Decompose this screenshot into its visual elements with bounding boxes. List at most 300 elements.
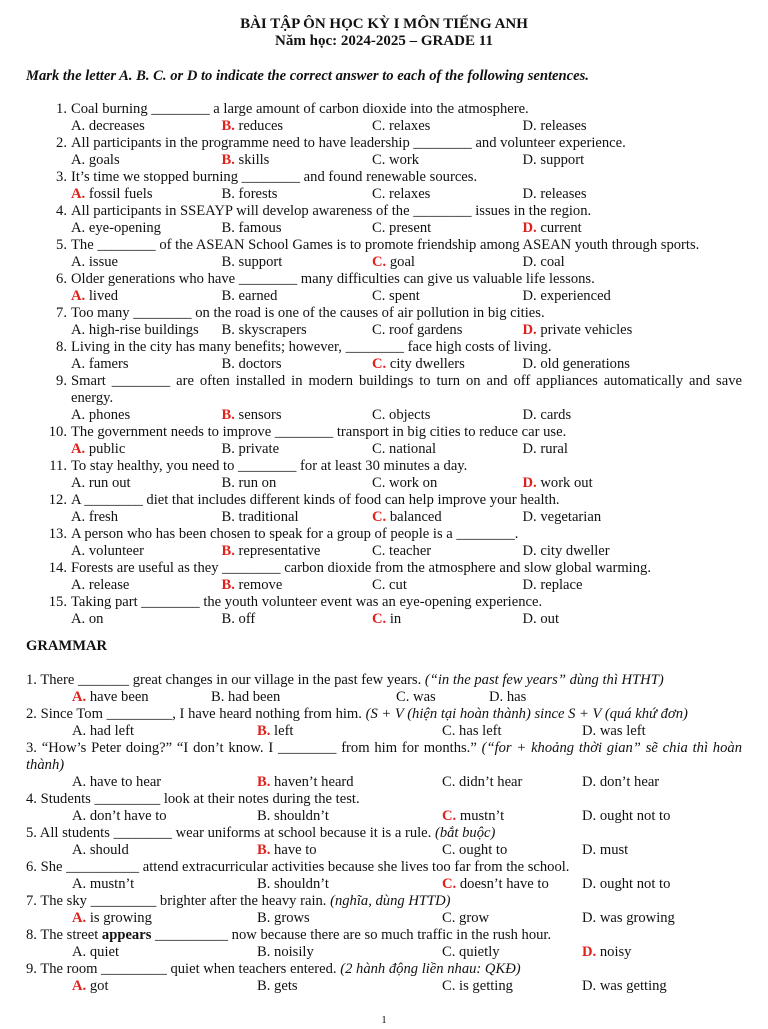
question-row <box>26 526 742 543</box>
option-letter: B. <box>221 356 235 372</box>
answer-option[interactable] <box>442 842 582 859</box>
option-letter: C. <box>442 774 456 790</box>
option-text: fossil fuels <box>85 186 153 202</box>
option-text: run out <box>85 475 131 491</box>
question-emphasis: appears <box>101 927 152 943</box>
question-number: 2. <box>56 135 67 151</box>
option-text: off <box>234 611 256 627</box>
option-text: city dwellers <box>386 356 465 372</box>
answer-option[interactable] <box>372 152 523 169</box>
answer-option[interactable] <box>372 407 523 424</box>
answer-option[interactable] <box>523 577 674 594</box>
answer-option[interactable] <box>71 441 222 458</box>
option-text: noisy <box>596 944 632 960</box>
answer-option[interactable] <box>372 543 523 560</box>
option-letter: B. <box>257 723 271 739</box>
option-text: doctors <box>234 356 282 372</box>
answer-option[interactable] <box>72 774 257 791</box>
answer-option[interactable] <box>372 220 523 237</box>
option-text: present <box>385 220 432 236</box>
grammar-section <box>26 672 742 995</box>
answer-option[interactable] <box>372 356 523 373</box>
option-letter: B. <box>221 322 235 338</box>
option-text: goal <box>386 254 415 270</box>
option-letter: D. <box>582 910 597 926</box>
answer-option[interactable] <box>71 407 222 424</box>
answer-option[interactable] <box>257 774 442 791</box>
answer-option[interactable] <box>222 441 373 458</box>
option-text: volunteer <box>85 543 144 559</box>
option-text: famous <box>234 220 282 236</box>
grammar-question <box>26 859 742 876</box>
option-text: didn’t hear <box>455 774 523 790</box>
answer-option[interactable] <box>442 944 582 961</box>
question-row <box>26 339 742 356</box>
option-text: quiet <box>86 944 120 960</box>
document-title <box>0 16 768 50</box>
answer-option[interactable] <box>523 611 674 628</box>
option-text: coal <box>536 254 565 270</box>
answer-option[interactable] <box>442 910 582 927</box>
options-row <box>26 254 742 271</box>
answer-option[interactable] <box>211 689 396 706</box>
answer-option[interactable] <box>523 475 674 492</box>
answer-option[interactable] <box>71 322 222 339</box>
option-letter: C. <box>372 186 386 202</box>
instruction-text: Mark the letter A. B. C. or D to indicate the correct answer to each of the following sentences. <box>26 68 589 84</box>
answer-option[interactable] <box>523 288 674 305</box>
options-row <box>26 356 742 373</box>
answer-option[interactable] <box>71 152 222 169</box>
question-text: Coal burning ________ a large amount of carbon dioxide into the atmosphere. <box>71 101 529 117</box>
answer-option[interactable] <box>71 118 222 135</box>
option-letter: A. <box>71 220 86 236</box>
answer-option[interactable] <box>489 689 589 706</box>
question-text: The ________ of the ASEAN School Games is to promote friendship among ASEAN youth through sports. <box>71 237 700 253</box>
answer-option[interactable] <box>523 322 674 339</box>
option-letter: B. <box>221 118 235 134</box>
option-letter: D. <box>522 611 537 627</box>
answer-option[interactable] <box>372 118 523 135</box>
options-row <box>26 186 742 203</box>
answer-option[interactable] <box>523 118 674 135</box>
answer-option[interactable] <box>222 407 373 424</box>
option-letter: A. <box>72 944 87 960</box>
option-text: work on <box>385 475 438 491</box>
answer-option[interactable] <box>257 723 442 740</box>
answer-option[interactable] <box>523 509 674 526</box>
answer-option[interactable] <box>71 254 222 271</box>
option-letter: A. <box>71 543 86 559</box>
options-row <box>26 876 742 893</box>
options-row <box>26 689 742 706</box>
answer-option[interactable] <box>442 723 582 740</box>
option-letter: D. <box>522 118 537 134</box>
option-text: famers <box>85 356 129 372</box>
option-letter: C. <box>396 689 410 705</box>
answer-option[interactable] <box>523 254 674 271</box>
grammar-heading: GRAMMAR <box>26 638 108 654</box>
options-row <box>26 407 742 424</box>
option-letter: A. <box>71 577 86 593</box>
question-text: Too many ________ on the road is one of the causes of air pollution in big cities. <box>71 305 545 321</box>
option-letter: B. <box>221 441 235 457</box>
answer-option[interactable] <box>523 220 674 237</box>
option-text: cards <box>536 407 572 423</box>
option-letter: A. <box>72 774 87 790</box>
option-letter: B. <box>221 407 235 423</box>
option-letter: B. <box>221 288 235 304</box>
option-letter: A. <box>71 186 86 202</box>
option-letter: C. <box>442 723 456 739</box>
option-letter: C. <box>372 254 387 270</box>
option-text: support <box>536 152 585 168</box>
option-text: city dweller <box>536 543 610 559</box>
option-letter: C. <box>442 978 456 994</box>
option-letter: C. <box>372 577 386 593</box>
answer-option[interactable] <box>72 689 211 706</box>
answer-option[interactable] <box>257 978 442 995</box>
answer-option[interactable] <box>442 774 582 791</box>
answer-option[interactable] <box>372 322 523 339</box>
question-row <box>26 169 742 186</box>
answer-option[interactable] <box>222 577 373 594</box>
option-letter: B. <box>221 186 235 202</box>
option-letter: A. <box>71 475 86 491</box>
question-row <box>26 424 742 441</box>
question-note: (2 hành động liền nhau: QKĐ) <box>340 961 521 977</box>
option-letter: A. <box>72 876 87 892</box>
answer-option[interactable] <box>372 254 523 271</box>
answer-option[interactable] <box>71 220 222 237</box>
answer-option[interactable] <box>523 186 674 203</box>
option-text: replace <box>536 577 583 593</box>
question-row <box>26 135 742 152</box>
question-number: 10. <box>48 424 67 440</box>
answer-option[interactable] <box>582 910 682 927</box>
answer-option[interactable] <box>257 910 442 927</box>
option-text: balanced <box>386 509 442 525</box>
options-row <box>26 723 742 740</box>
answer-option[interactable] <box>71 288 222 305</box>
question-number: 6. <box>56 271 67 287</box>
option-letter: B. <box>257 808 271 824</box>
question-text: 3. “How’s Peter doing?” “I don’t know. I ________ from him for months.” <box>26 740 482 756</box>
answer-option[interactable] <box>72 876 257 893</box>
answer-option[interactable] <box>71 509 222 526</box>
question-number: 7. <box>56 305 67 321</box>
option-text: spent <box>385 288 420 304</box>
option-letter: B. <box>211 689 225 705</box>
answer-option[interactable] <box>71 186 222 203</box>
answer-option[interactable] <box>72 944 257 961</box>
answer-option[interactable] <box>222 288 373 305</box>
option-text: forests <box>234 186 278 202</box>
option-letter: B. <box>257 842 271 858</box>
question-text: Living in the city has many benefits; however, ________ face high costs of living. <box>71 339 552 355</box>
option-text: mustn’t <box>86 876 135 892</box>
grammar-question <box>26 927 742 944</box>
option-text: earned <box>234 288 278 304</box>
option-text: gets <box>270 978 298 994</box>
option-letter: C. <box>372 220 386 236</box>
answer-option[interactable] <box>222 118 373 135</box>
option-letter: C. <box>372 118 386 134</box>
answer-option[interactable] <box>582 774 682 791</box>
option-letter: A. <box>72 842 87 858</box>
option-text: lived <box>85 288 119 304</box>
option-text: fresh <box>85 509 119 525</box>
option-letter: D. <box>522 254 537 270</box>
option-text: ought not to <box>596 808 671 824</box>
option-letter: B. <box>257 978 271 994</box>
option-text: have to <box>270 842 317 858</box>
answer-option[interactable] <box>372 611 523 628</box>
option-letter: B. <box>257 910 271 926</box>
option-letter: C. <box>372 611 387 627</box>
question-number: 8. <box>56 339 67 355</box>
option-letter: D. <box>522 509 537 525</box>
answer-option[interactable] <box>396 689 489 706</box>
option-text: don’t have to <box>86 808 167 824</box>
option-text: in <box>386 611 402 627</box>
answer-option[interactable] <box>523 543 674 560</box>
answer-option[interactable] <box>257 944 442 961</box>
question-text: Taking part ________ the youth volunteer event was an eye-opening experience. <box>71 594 543 610</box>
answer-option[interactable] <box>372 288 523 305</box>
option-letter: A. <box>71 254 86 270</box>
option-letter: B. <box>221 220 235 236</box>
answer-option[interactable] <box>71 356 222 373</box>
options-row <box>26 509 742 526</box>
option-text: issue <box>85 254 119 270</box>
option-text: noisily <box>270 944 314 960</box>
option-text: have been <box>86 689 149 705</box>
options-row <box>26 910 742 927</box>
answer-option[interactable] <box>523 441 674 458</box>
answer-option[interactable] <box>222 475 373 492</box>
answer-option[interactable] <box>372 509 523 526</box>
question-text: It’s time we stopped burning ________ and found renewable sources. <box>71 169 478 185</box>
option-letter: C. <box>372 288 386 304</box>
option-text: have to hear <box>86 774 162 790</box>
question-row <box>26 373 742 407</box>
option-letter: D. <box>522 186 537 202</box>
question-number: 3. <box>56 169 67 185</box>
question-note: (S + V (hiện tại hoàn thành) since S + V (quá khứ đơn) <box>365 706 688 722</box>
option-letter: C. <box>372 322 386 338</box>
option-text: reduces <box>234 118 284 134</box>
answer-option[interactable] <box>582 944 682 961</box>
option-text: representative <box>234 543 321 559</box>
option-text: run on <box>234 475 277 491</box>
grammar-question <box>26 825 742 842</box>
question-row <box>26 458 742 475</box>
option-text: skyscrapers <box>234 322 307 338</box>
option-letter: C. <box>442 910 456 926</box>
question-number: 5. <box>56 237 67 253</box>
option-text: rural <box>536 441 568 457</box>
option-letter: D. <box>522 152 537 168</box>
answer-option[interactable] <box>222 322 373 339</box>
options-row <box>26 978 742 995</box>
option-text: was left <box>596 723 646 739</box>
answer-option[interactable] <box>71 611 222 628</box>
answer-option[interactable] <box>523 152 674 169</box>
option-letter: B. <box>221 254 235 270</box>
answer-option[interactable] <box>582 876 682 893</box>
option-letter: A. <box>71 356 86 372</box>
question-text: Smart ________ are often installed in modern buildings to turn on and off appliances automatically and save energy. <box>71 373 742 406</box>
question-row <box>26 594 742 611</box>
option-text: was growing <box>596 910 675 926</box>
option-text: had left <box>86 723 135 739</box>
option-letter: D. <box>522 322 537 338</box>
option-letter: D. <box>522 356 537 372</box>
option-text: got <box>86 978 109 994</box>
question-text: Forests are useful as they ________ carbon dioxide from the atmosphere and slow global warming. <box>71 560 651 576</box>
answer-option[interactable] <box>442 978 582 995</box>
option-letter: D. <box>582 723 597 739</box>
option-letter: D. <box>522 441 537 457</box>
option-letter: D. <box>582 808 597 824</box>
question-row <box>26 237 742 254</box>
option-text: public <box>85 441 126 457</box>
subtitle-line: Năm học: 2024-2025 – GRADE 11 <box>275 33 493 49</box>
question-number: 14. <box>48 560 67 576</box>
answer-option[interactable] <box>72 978 257 995</box>
answer-option[interactable] <box>72 723 257 740</box>
option-letter: C. <box>442 842 456 858</box>
options-row <box>26 808 742 825</box>
option-letter: C. <box>372 543 386 559</box>
answer-option[interactable] <box>582 723 682 740</box>
option-text: doesn’t have to <box>456 876 549 892</box>
answer-option[interactable] <box>222 543 373 560</box>
answer-option[interactable] <box>257 808 442 825</box>
answer-option[interactable] <box>257 842 442 859</box>
answer-option[interactable] <box>222 152 373 169</box>
option-text: teacher <box>385 543 432 559</box>
answer-option[interactable] <box>222 509 373 526</box>
question-number: 11. <box>49 458 67 474</box>
answer-option[interactable] <box>523 356 674 373</box>
option-letter: B. <box>257 944 271 960</box>
answer-option[interactable] <box>523 407 674 424</box>
answer-option[interactable] <box>71 475 222 492</box>
answer-option[interactable] <box>222 254 373 271</box>
option-letter: B. <box>221 475 235 491</box>
option-letter: D. <box>522 288 537 304</box>
option-text: phones <box>85 407 131 423</box>
answer-option[interactable] <box>582 978 682 995</box>
option-text: work <box>385 152 420 168</box>
question-text-cont: __________ now because there are so much traffic in the rush hour. <box>151 927 552 943</box>
option-letter: D. <box>582 842 597 858</box>
option-letter: A. <box>71 288 86 304</box>
question-number: 4. <box>56 203 67 219</box>
option-letter: A. <box>71 152 86 168</box>
options-row <box>26 152 742 169</box>
title-line: BÀI TẬP ÔN HỌC KỲ I MÔN TIẾNG ANH <box>240 16 528 32</box>
question-text: 7. The sky _________ brighter after the heavy rain. <box>26 893 331 909</box>
option-letter: A. <box>72 910 87 926</box>
option-text: quietly <box>455 944 500 960</box>
option-text: objects <box>385 407 431 423</box>
answer-option[interactable] <box>372 186 523 203</box>
option-letter: D. <box>582 774 597 790</box>
grammar-question <box>26 706 742 723</box>
answer-option[interactable] <box>222 356 373 373</box>
question-row <box>26 203 742 220</box>
option-text: high-rise buildings <box>85 322 199 338</box>
vocabulary-section <box>26 101 742 628</box>
question-row <box>26 492 742 509</box>
answer-option[interactable] <box>222 611 373 628</box>
option-text: experienced <box>536 288 611 304</box>
answer-option[interactable] <box>442 808 582 825</box>
answer-option[interactable] <box>372 577 523 594</box>
answer-option[interactable] <box>72 808 257 825</box>
options-row <box>26 118 742 135</box>
option-text: remove <box>234 577 283 593</box>
answer-option[interactable] <box>442 876 582 893</box>
answer-option[interactable] <box>72 842 257 859</box>
answer-option[interactable] <box>372 441 523 458</box>
option-letter: A. <box>72 978 87 994</box>
question-text: A person who has been chosen to speak for a group of people is a ________. <box>71 526 519 542</box>
option-text: roof gardens <box>385 322 463 338</box>
answer-option[interactable] <box>71 577 222 594</box>
question-text: 8. The street <box>26 927 102 943</box>
answer-option[interactable] <box>582 842 682 859</box>
option-text: releases <box>536 118 587 134</box>
option-letter: C. <box>372 407 386 423</box>
option-letter: C. <box>372 441 386 457</box>
answer-option[interactable] <box>222 186 373 203</box>
question-text: 4. Students _________ look at their notes during the test. <box>26 791 360 807</box>
answer-option[interactable] <box>582 808 682 825</box>
question-text: Older generations who have ________ many difficulties can give us valuable life lessons. <box>71 271 595 287</box>
options-row <box>26 842 742 859</box>
option-letter: A. <box>71 441 86 457</box>
option-text: was <box>409 689 436 705</box>
answer-option[interactable] <box>372 475 523 492</box>
question-note: (nghĩa, dùng HTTD) <box>330 893 451 909</box>
question-text: 9. The room _________ quiet when teachers entered. <box>26 961 341 977</box>
answer-option[interactable] <box>222 220 373 237</box>
option-letter: B. <box>221 543 235 559</box>
answer-option[interactable] <box>72 910 257 927</box>
option-letter: C. <box>372 356 387 372</box>
grammar-question <box>26 791 742 808</box>
option-text: skills <box>234 152 270 168</box>
question-text: All participants in SSEAYP will develop awareness of the ________ issues in the region. <box>71 203 592 219</box>
option-letter: C. <box>372 152 386 168</box>
grammar-question <box>26 740 742 774</box>
option-text: support <box>234 254 283 270</box>
option-text: is growing <box>86 910 152 926</box>
question-text: 1. There _______ great changes in our village in the past few years. <box>26 672 425 688</box>
answer-option[interactable] <box>71 543 222 560</box>
option-letter: C. <box>442 808 457 824</box>
option-text: goals <box>85 152 120 168</box>
option-letter: D. <box>522 577 537 593</box>
option-text: has left <box>455 723 502 739</box>
options-row <box>26 944 742 961</box>
answer-option[interactable] <box>257 876 442 893</box>
question-row <box>26 560 742 577</box>
